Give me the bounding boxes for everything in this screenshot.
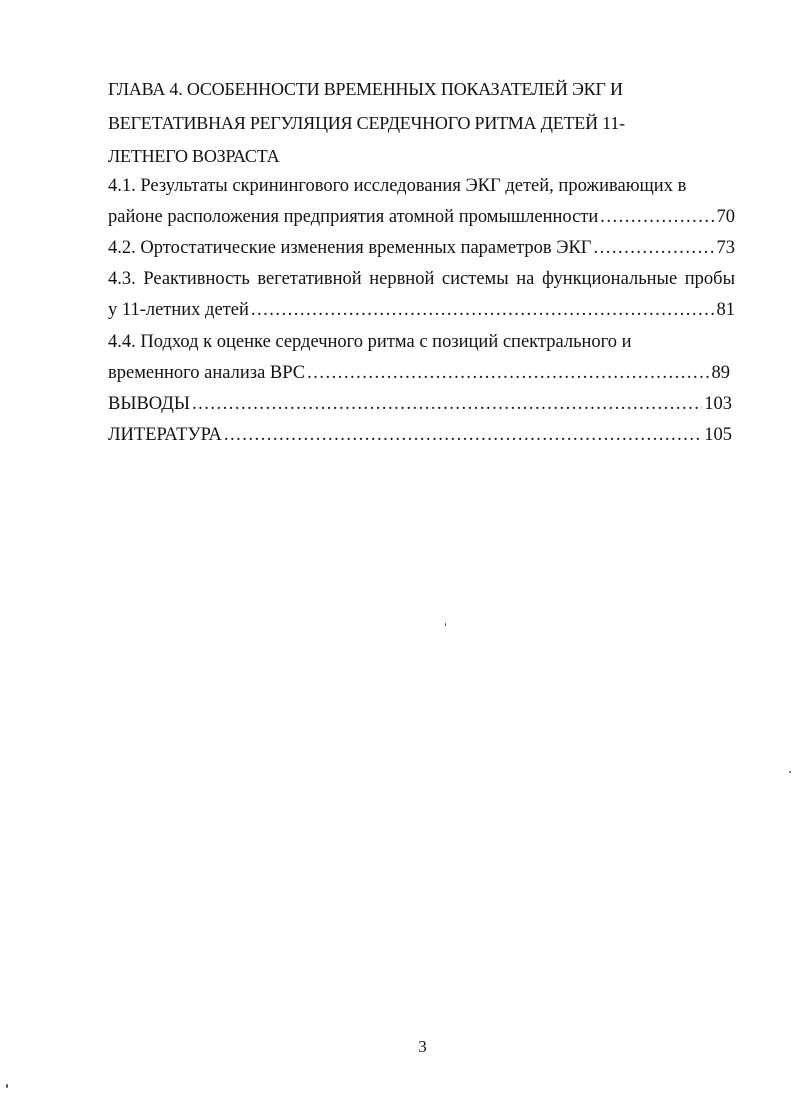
toc-entry-4-3-page: 81 <box>716 300 735 320</box>
toc-entry-4-3-line-2 <box>108 299 735 321</box>
toc-entry-4-1-line-2 <box>108 206 735 228</box>
toc-entry-4-2-title: 4.2. Ортостатические изменения временных параметров ЭКГ <box>108 238 592 258</box>
chapter-heading-line-3: ЛЕТНЕГО ВОЗРАСТА <box>108 146 280 166</box>
toc-entry-4-4-line-1: 4.4. Подход к оценке сердечного ритма с позиций спектрального и <box>108 332 632 352</box>
dot-leader <box>307 362 709 384</box>
toc-entry-4-3-title: у 11-летних детей <box>108 300 249 320</box>
toc-entry-4-4-title: временного анализа ВРС <box>108 363 306 383</box>
toc-entry-4-4-page: 89 <box>711 363 730 383</box>
dot-leader <box>192 393 702 415</box>
dot-leader <box>600 206 714 228</box>
scan-speck <box>789 771 791 773</box>
toc-entry-conclusions-title: ВЫВОДЫ <box>108 394 191 414</box>
dot-leader <box>593 237 714 259</box>
chapter-heading-line-1: ГЛАВА 4. ОСОБЕННОСТИ ВРЕМЕННЫХ ПОКАЗАТЕЛЕЙ ЭКГ И <box>108 79 623 99</box>
scan-speck <box>445 623 446 626</box>
toc-entry-4-1-line-1: 4.1. Результаты скринингового исследования ЭКГ детей, проживающих в <box>108 176 687 196</box>
scan-speck <box>6 1084 8 1088</box>
toc-entry-conclusions <box>108 393 732 415</box>
toc-entry-4-1-title: районе расположения предприятия атомной промышленности <box>108 207 599 227</box>
dot-leader <box>251 299 715 321</box>
toc-entry-literature-title: ЛИТЕРАТУРА <box>108 425 222 445</box>
page-number: 3 <box>418 1037 427 1056</box>
dot-leader <box>224 424 702 446</box>
toc-entry-4-2-page: 73 <box>716 238 735 258</box>
toc-entry-4-4-line-2 <box>108 362 730 384</box>
toc-entry-4-2 <box>108 237 735 259</box>
chapter-heading-line-2: ВЕГЕТАТИВНАЯ РЕГУЛЯЦИЯ СЕРДЕЧНОГО РИТМА ДЕТЕЙ 11- <box>108 113 625 133</box>
toc-entry-conclusions-page: 103 <box>704 394 732 414</box>
toc-entry-4-1-page: 70 <box>716 207 735 227</box>
toc-entry-literature-page: 105 <box>704 425 732 445</box>
toc-entry-literature <box>108 424 732 446</box>
toc-entry-4-3-line-1: 4.3. Реактивность вегетативной нервной системы на функциональные пробы <box>108 269 735 289</box>
